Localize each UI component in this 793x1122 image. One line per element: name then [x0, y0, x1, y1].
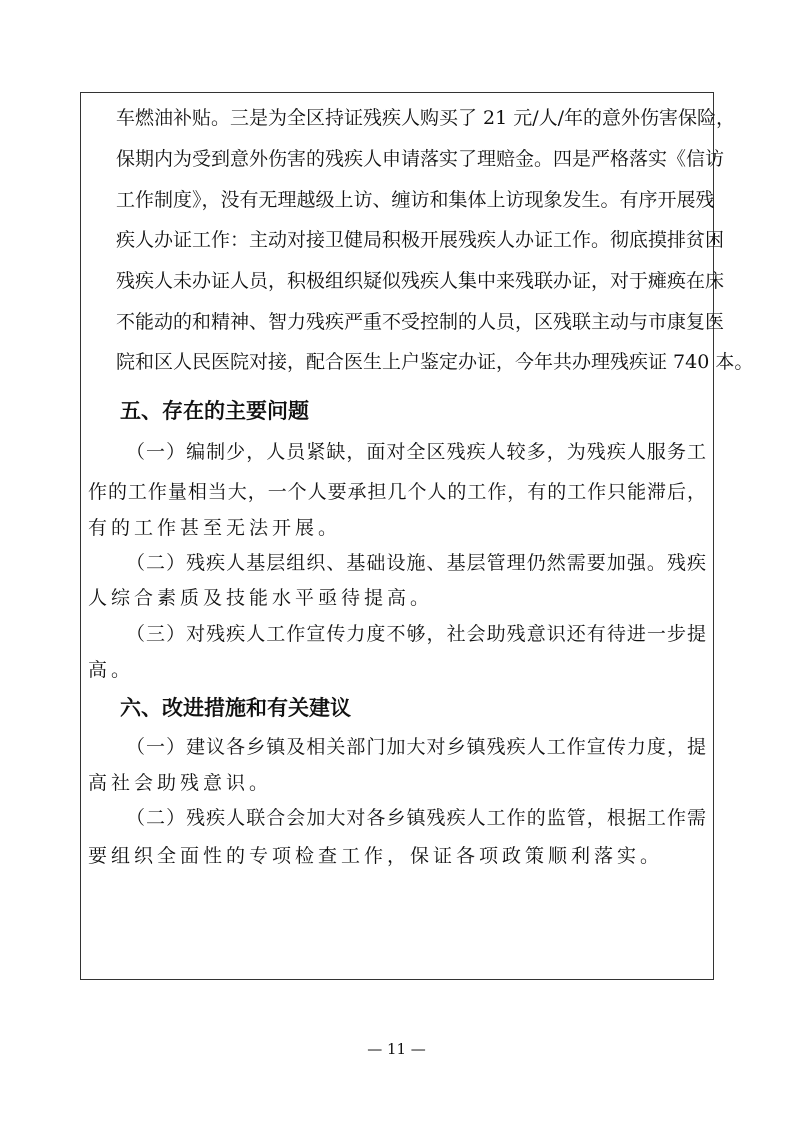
- body-line: 疾人办证工作：主动对接卫健局积极开展残疾人办证工作。彻底摸排贫困: [116, 229, 725, 251]
- body-line: 人综合素质及技能水平亟待提高。: [88, 587, 434, 609]
- section-heading: 五、存在的主要问题: [120, 399, 309, 423]
- body-line: 车燃油补贴。三是为全区持证残疾人购买了 21 元/人/年的意外伤害保险，: [116, 107, 736, 129]
- body-line: 工作制度》，没有无理越级上访、缠访和集体上访现象发生。有序开展残: [116, 189, 715, 211]
- page-number: — 11 —: [367, 1040, 426, 1058]
- body-line: 不能动的和精神、智力残疾严重不受控制的人员，区残联主动与市康复医: [116, 311, 725, 333]
- body-line: 院和区人民医院对接，配合医生上户鉴定办证，今年共办理残疾证 740 本。: [116, 351, 754, 373]
- body-line: 有的工作甚至无法开展。: [88, 517, 342, 539]
- section-heading: 六、改进措施和有关建议: [120, 696, 351, 720]
- body-line: 高。: [88, 659, 135, 681]
- body-line: 要组织全面性的专项检查工作，保证各项政策顺利落实。: [88, 845, 664, 867]
- body-line: 残疾人未办证人员，积极组织疑似残疾人集中来残联办证，对于瘫痪在床: [116, 270, 725, 292]
- body-line: 作的工作量相当大，一个人要承担几个人的工作，有的工作只能滞后，: [88, 481, 706, 503]
- body-line: （二）残疾人联合会加大对各乡镇残疾人工作的监管，根据工作需: [126, 807, 706, 829]
- body-line: 保期内为受到意外伤害的残疾人申请落实了理赔金。四是严格落实《信访: [116, 148, 725, 170]
- body-line: 高社会助残意识。: [88, 772, 273, 794]
- body-line: （二）残疾人基层组织、基础设施、基层管理仍然需要加强。残疾: [126, 552, 706, 574]
- body-line: （三）对残疾人工作宣传力度不够，社会助残意识还有待进一步提: [126, 623, 706, 645]
- body-line: （一）编制少，人员紧缺，面对全区残疾人较多，为残疾人服务工: [126, 441, 706, 463]
- body-line: （一）建议各乡镇及相关部门加大对乡镇残疾人工作宣传力度，提: [126, 736, 706, 758]
